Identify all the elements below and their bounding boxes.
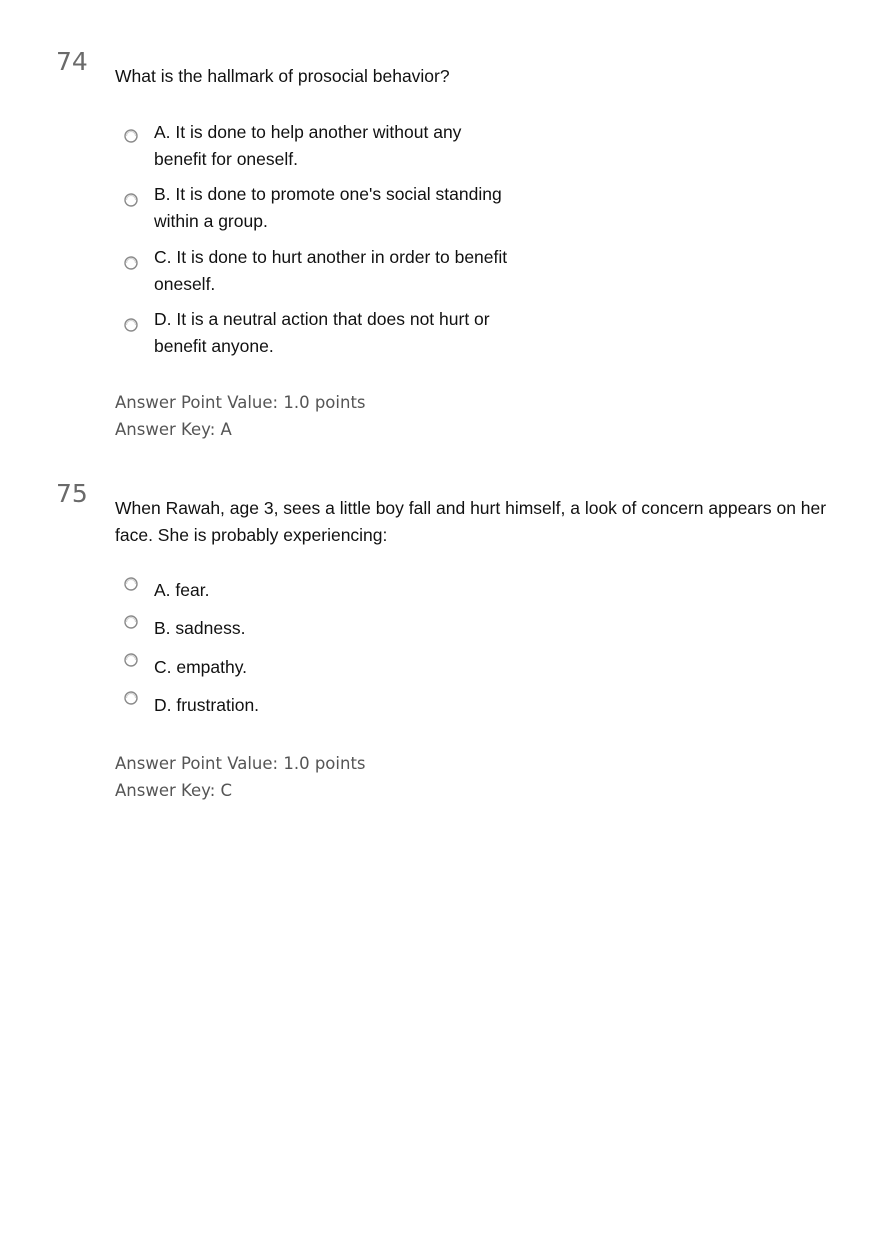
- radio-button-icon[interactable]: [124, 256, 138, 270]
- answer-meta: [115, 389, 366, 443]
- option-text: [154, 244, 507, 297]
- option-text: [154, 119, 461, 172]
- answer-meta: [115, 750, 366, 804]
- question-text-line: face. She is probably experiencing:: [115, 525, 388, 545]
- question-text: [115, 495, 826, 549]
- radio-button-icon[interactable]: [124, 653, 138, 667]
- option-text-line: D. It is a neutral action that does not hurt or: [154, 309, 490, 329]
- radio-button-icon[interactable]: [124, 318, 138, 332]
- answer-point-value: Answer Point Value: 1.0 points: [115, 754, 366, 773]
- option-text-line: oneself.: [154, 273, 216, 294]
- option-text: D. frustration.: [154, 695, 260, 715]
- radio-button-icon[interactable]: [124, 615, 138, 629]
- option-text-line: benefit anyone.: [154, 335, 274, 356]
- question-text: What is the hallmark of prosocial behavior?: [115, 66, 450, 86]
- option-text: A. fear.: [154, 580, 210, 600]
- answer-key: Answer Key: C: [115, 781, 233, 800]
- answer-key: Answer Key: A: [115, 420, 232, 439]
- option-text: C. empathy.: [154, 657, 248, 677]
- radio-button-icon[interactable]: [124, 691, 138, 705]
- option-text-line: benefit for oneself.: [154, 148, 298, 169]
- radio-button-icon[interactable]: [124, 193, 138, 207]
- question-number: 75: [56, 479, 88, 508]
- option-text-line: C. It is done to hurt another in order to benefit: [154, 247, 508, 267]
- question-number: 74: [56, 47, 88, 76]
- radio-button-icon[interactable]: [124, 129, 138, 143]
- option-text-line: A. It is done to help another without any: [154, 122, 462, 142]
- question-text-line: When Rawah, age 3, sees a little boy fall and hurt himself, a look of concern appears on her: [115, 498, 827, 518]
- option-text: [154, 181, 502, 234]
- option-text: B. sadness.: [154, 618, 246, 638]
- option-text-line: B. It is done to promote one's social standing: [154, 184, 502, 204]
- option-text-line: within a group.: [154, 210, 268, 231]
- option-text: [154, 306, 490, 359]
- answer-point-value: Answer Point Value: 1.0 points: [115, 393, 366, 412]
- radio-button-icon[interactable]: [124, 577, 138, 591]
